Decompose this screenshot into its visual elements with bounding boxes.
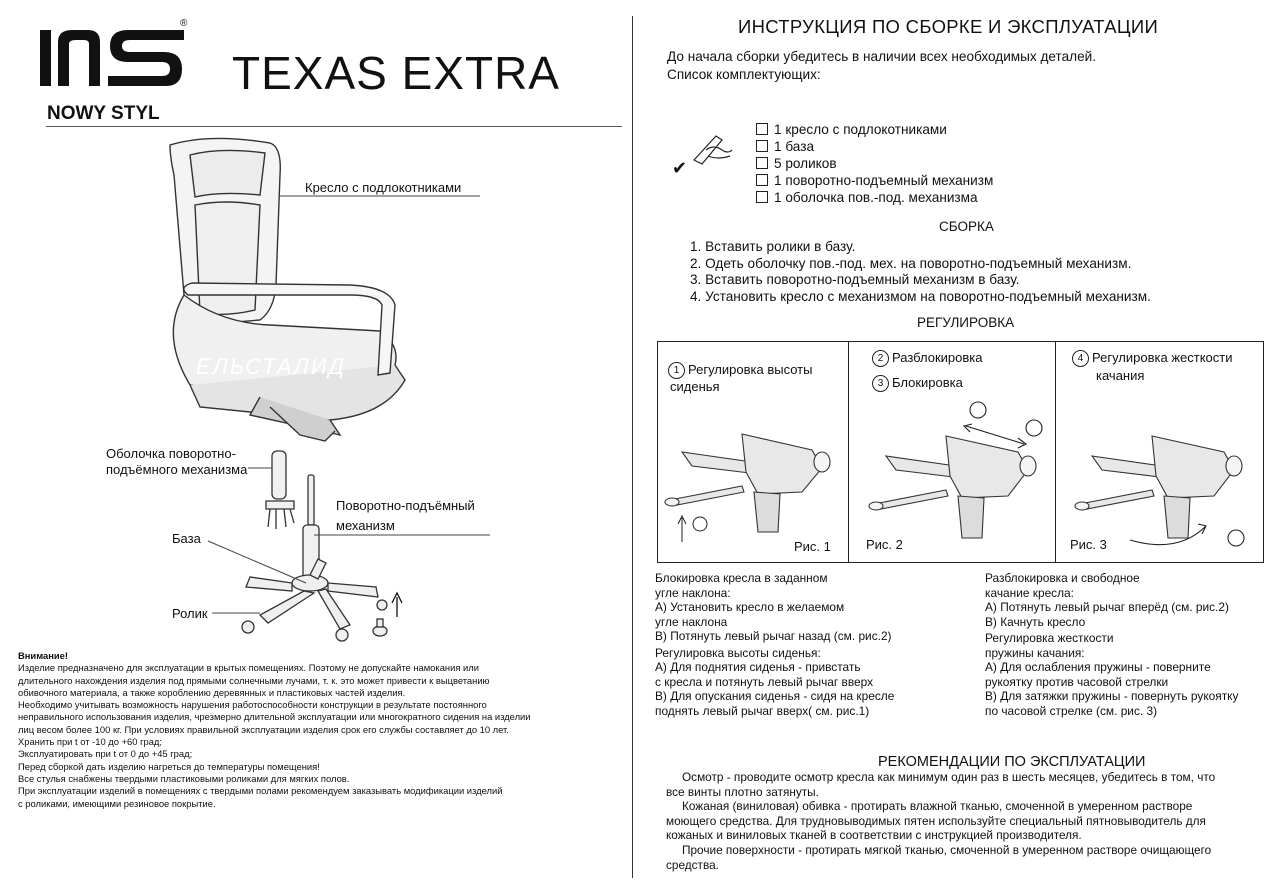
label-chair: Кресло с подлокотниками [305, 180, 462, 195]
recommendation-line: кожаных и виниловых тканей в соответствии с инструкцией производителя. [666, 828, 1082, 843]
assembly-step: 1. Вставить ролики в базу. [690, 239, 856, 254]
fig2-title-a [872, 350, 982, 367]
adjust-right-line: по часовой стрелке (см. рис. 3) [985, 703, 1158, 718]
product-title: TEXAS EXTRA [232, 47, 560, 99]
checkbox-icon[interactable] [756, 191, 768, 203]
adjust-left-line: Блокировка кресла в заданном [655, 571, 828, 585]
title-underline [46, 126, 622, 127]
fig1-caption: Рис. 1 [794, 539, 831, 554]
insert-arrow-icon [392, 593, 402, 617]
part-item[interactable] [756, 138, 993, 155]
instructions-title: ИНСТРУКЦИЯ ПО СБОРКЕ И ЭКСПЛУАТАЦИИ [738, 16, 1159, 37]
adjust-left-line: поднять левый рычаг вверх( см. рис.1) [655, 703, 870, 718]
fig2-caption: Рис. 2 [866, 537, 903, 552]
intro-line2: Список комплектующих: [667, 67, 821, 82]
adjust-left-line: В) Для опускания сиденья - сидя на кресле [655, 689, 895, 703]
warning-line: Изделие предназначено для эксплуатации в крытых помещениях. Поэтому не допускайте намокания или [18, 662, 479, 674]
adjust-left-line: В) Потянуть левый рычаг назад (см. рис.2) [655, 629, 892, 643]
fig3-number: 4 [1072, 350, 1089, 367]
part-item[interactable] [756, 189, 993, 206]
cover-part [266, 451, 294, 529]
adjust-right-line: А) Для ослабления пружины - поверните [985, 660, 1211, 674]
adjust-left-line: с кресла и потянуть левый рычаг вверх [655, 674, 874, 689]
assembly-step: 4. Установить кресло с механизмом на поворотно-подъемный механизм. [690, 288, 1151, 304]
checkbox-icon[interactable] [756, 140, 768, 152]
warning-line: с роликами, имеющими резиновое покрытие. [18, 797, 216, 809]
pencil-hand-icon [688, 130, 736, 166]
adjust-right-line: В) Качнуть кресло [985, 614, 1086, 629]
base-part [242, 559, 387, 641]
brand-logo [36, 16, 196, 126]
adjust-left-text [655, 571, 894, 718]
recommendation-line: средства. [666, 857, 719, 872]
fig2-number-b: 3 [872, 375, 889, 392]
warning-line: Все стулья снабжены твердыми пластиковыми роликами для мягких полов. [18, 772, 350, 784]
adjust-left-line: А) Для поднятия сиденья - привстать [655, 660, 861, 674]
mechanism-drawing-fig2 [862, 400, 1052, 540]
adjust-left-line: А) Установить кресло в желаемом [655, 600, 845, 614]
brand-name: NOWY STYL [47, 103, 160, 124]
logo-mark-icon [36, 16, 196, 106]
mechanism-drawing-fig1 [662, 422, 848, 542]
part-item[interactable] [756, 172, 993, 189]
warning-line: Необходимо учитывать возможность нарушения работоспособности конструкции в результате постоянного [18, 699, 487, 711]
parts-checklist [756, 121, 993, 206]
figure-divider [1055, 342, 1056, 562]
fig2-title-b [872, 375, 963, 392]
assembly-step: 3. Вставить поворотно-подъемный механизм в базу. [690, 272, 1020, 287]
registered-mark: ® [180, 18, 188, 29]
fig2-title-b-text: Блокировка [892, 375, 963, 390]
fig1-title-line1: Регулировка высоты [688, 362, 813, 377]
assembly-title: СБОРКА [939, 219, 994, 234]
recommendation-line: Прочие поверхности - протирать мягкой тканью, смоченной в умеренном растворе очищающего [682, 842, 1212, 857]
part-label: 1 оболочка пов.-под. механизма [774, 190, 978, 205]
adjust-left-line: угле наклона: [655, 585, 731, 600]
adjust-right-line: А) Потянуть левый рычаг вперёд (см. рис.2) [985, 600, 1230, 614]
part-label: 1 база [774, 139, 815, 154]
adjust-right-line: Регулировка жесткости [985, 631, 1114, 645]
intro-line1: До начала сборки убедитесь в наличии всех необходимых деталей. [667, 49, 1097, 64]
recommendation-line: моющего средства. Для трудновыводимых пятен используйте специальный пятновыводитель для [666, 813, 1206, 828]
adjust-right-line: Разблокировка и свободное [985, 571, 1140, 585]
recommendation-line: Осмотр - проводите осмотр кресла как минимум один раз в шесть месяцев, убедитесь в том, что [682, 770, 1216, 784]
adjust-left-line: Регулировка высоты сиденья: [655, 645, 821, 660]
fig2-title-a-text: Разблокировка [892, 350, 983, 365]
part-label: 5 роликов [774, 156, 837, 171]
checkbox-icon[interactable] [756, 123, 768, 135]
fig2-number-a: 2 [872, 350, 889, 367]
label-lift-line1: Поворотно-подъёмный [336, 498, 475, 513]
warning-line: длительного нахождения изделия под прямыми солнечными лучами, т. к. это может привести к выцветанию [18, 674, 490, 686]
fig3-title [1072, 350, 1232, 367]
label-roller: Ролик [172, 606, 208, 621]
label-base: База [172, 531, 201, 546]
label-cover-line1: Оболочка поворотно- [106, 446, 236, 461]
assembly-step: 2. Одеть оболочку пов.-под. мех. на поворотно-подъемный механизм. [690, 255, 1132, 271]
mechanism-drawing-fig3 [1068, 414, 1258, 554]
checkbox-icon[interactable] [756, 174, 768, 186]
fig3-caption: Рис. 3 [1070, 537, 1107, 552]
part-label: 1 поворотно-подъемный механизм [774, 173, 994, 188]
warning-line: Перед сборкой дать изделию нагреться до температуры помещения! [18, 760, 320, 772]
warning-line: обивочного материала, а также короблению деревянных и пластиковых частей изделия. [18, 686, 406, 698]
warning-line: неправильного использования изделия, чрезмерно длительной эксплуатации или многократного сидения на изделии [18, 711, 531, 723]
part-label: 1 кресло с подлокотниками [774, 122, 947, 137]
page-divider [632, 16, 633, 878]
figure-divider [848, 342, 849, 562]
part-item[interactable] [756, 155, 993, 172]
warning-line: лиц весом более 100 кг. При условиях правильной эксплуатации изделия срок его службы составляет до 10 лет. [18, 723, 509, 735]
recommendation-line: Кожаная (виниловая) обивка - протирать влажной тканью, смоченной в умеренном растворе [682, 799, 1193, 814]
left-page [0, 0, 630, 892]
adjust-title: РЕГУЛИРОВКА [917, 315, 1015, 330]
watermark-text: ЕЛЬСТАЛИД [196, 354, 346, 379]
recommendations-text [666, 770, 1258, 872]
warning-block [18, 650, 618, 810]
checkbox-icon[interactable] [756, 157, 768, 169]
fig1-title [668, 362, 812, 379]
adjust-right-line: В) Для затяжки пружины - повернуть рукоятку [985, 689, 1239, 703]
warning-line: Эксплуатировать при t от 0 до +45 град; [18, 748, 193, 760]
adjust-right-line: рукоятку против часовой стрелки [985, 674, 1169, 689]
figures-panel [657, 341, 1264, 563]
label-lift-line2: механизм [336, 518, 395, 533]
fig3-title-line2: качания [1096, 368, 1145, 383]
assembly-steps [690, 239, 1151, 305]
base-leader-line [208, 541, 306, 583]
chair-exploded-illustration [100, 135, 520, 650]
checkmark-icon: ✔ [672, 158, 688, 178]
fig3-title-line1: Регулировка жесткости [1092, 350, 1233, 365]
adjust-right-line: качание кресла: [985, 585, 1074, 600]
adjust-left-line: угле наклона [655, 614, 728, 629]
adjust-right-text [985, 571, 1238, 718]
warning-line: При эксплуатации изделий в помещениях с твердыми полами рекомендуем заказывать модификации изделий [18, 785, 503, 797]
label-cover-line2: подъёмного механизма [106, 462, 248, 477]
fig1-title-line2: сиденья [670, 379, 720, 394]
adjust-right-line: пружины качания: [985, 645, 1085, 660]
recommendation-line: все винты плотно затянуты. [666, 784, 819, 799]
fig1-number: 1 [668, 362, 685, 379]
part-item[interactable] [756, 121, 993, 138]
warning-title: Внимание! [18, 650, 68, 661]
recommendations-title: РЕКОМЕНДАЦИИ ПО ЭКСПЛУАТАЦИИ [878, 754, 1146, 770]
warning-line: Хранить при t от -10 до +60 град; [18, 736, 162, 748]
